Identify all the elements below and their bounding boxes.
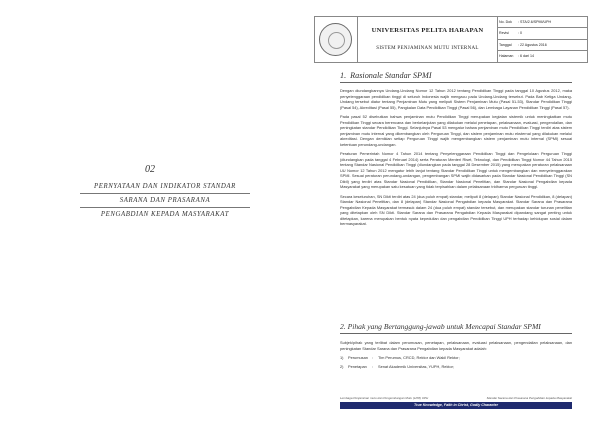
meta-key: No. Dok (499, 20, 512, 24)
meta-row (497, 51, 587, 62)
university-name: UNIVERSITAS PELITA HARAPAN (371, 27, 484, 34)
section-2-intro: Subjek/pihak yang terlibat dalam perumusan, penetapan, pelaksanaan, evaluasi pelaksanaan, pengendalian pelaksanaan, dan peningkatan Standar Sarana dan Prasarana Pengabdian kepada Masyarakat adalah: (340, 340, 572, 351)
section-1-number: 1. (340, 71, 347, 80)
section-1-body (340, 88, 572, 231)
meta-row (497, 17, 587, 28)
meta-row (497, 40, 587, 51)
system-name: SISTEM PENJAMINAN MUTU INTERNAL (376, 46, 479, 51)
meta-value: : 6 dari 14 (518, 53, 534, 58)
list-name: Perumusan (348, 355, 368, 360)
list-item (340, 364, 572, 370)
document-header (314, 16, 588, 63)
meta-value: : 22 Agustus 2016 (518, 42, 547, 47)
footer-captions (340, 396, 572, 400)
meta-value: : 0 (518, 31, 522, 36)
section-2-title: Pihak yang Bertanggung-jawab untuk Mencapai Standar SPMI (347, 322, 541, 331)
list-name: Penetapan (348, 364, 367, 369)
footer-left-text: Lembaga Penjaminan mutu dan Pengembangan Mutu (LPM) UPH (340, 396, 429, 400)
section-1-rule (340, 82, 572, 83)
list-item (340, 355, 572, 361)
list-number: 2) (340, 364, 344, 369)
meta-key: Halaman (499, 53, 514, 58)
section-2-number: 2. (340, 322, 346, 331)
meta-row (497, 28, 587, 39)
section-2-rule (340, 333, 572, 334)
section-1-title: Rasionale Standar SPMI (350, 71, 432, 80)
section-2-heading (340, 322, 580, 331)
section-1-heading (340, 71, 570, 80)
list-description: Senat Akademik Universitas, YUPH, Rektor; (378, 364, 455, 369)
list-separator: : (372, 355, 374, 360)
university-logo-icon (319, 23, 352, 56)
paragraph: Dengan diundangkannya Undang-Undang Nomor 12 Tahun 2012 tentang Pendidikan Tinggi pada tanggal 10 Agustus 2012, maka penyelenggaraan pendidikan tinggi di seluruh Indonesia wajib mengacu pada Undang-Undang tersebut. Pada Bab Ketiga Undang-Undang tersebut diatur tentang Penjaminan Mutu yang meliputi Sistem Penjaminan Mutu (Pasal 51-53), Standar Pendidikan Tinggi (Pasal 54), Akreditasi (Pasal 55), Pangkalan Data Pendidikan Tinggi (Pasal 56), dan Lembaga Layanan Pendidikan Tinggi (Pasal 57). (340, 88, 572, 110)
paragraph: Pada pasal 52 disebutkan bahwa penjaminan mutu Pendidikan Tinggi merupakan kegiatan sistemik untuk meningkatkan mutu Pendidikan Tinggi secara berencana dan berkelanjutan yang dilakukan melalui penetapan, pelaksanaan, evaluasi, pengendalian, dan peningkatan standar Pendidikan Tinggi. Selanjutnya Pasal 53 mengatur bahwa penjaminan mutu Pendidikan Tinggi terdiri atas sistem penjaminan mutu internal yang dikembangkan oleh Perguruan Tinggi, dan sistem penjaminan mutu eksternal yang dilakukan melalui akreditasi. Dengan demikian setiap Perguruan Tinggi wajib mengembangkan sistem penjaminan mutu internal (SPMI) sesuai ketentuan perundang-undangan. (340, 114, 572, 147)
footer-motto-bar: True Knowledge, Faith in Christ, Godly Character (340, 402, 572, 409)
chapter-title-line-2: SARANA DAN PRASARANA (80, 194, 250, 208)
paragraph: Peraturan Pemerintah Nomor 4 Tahun 2014 tentang Penyelenggaraan Pendidikan Tinggi dan Pengelolaan Perguruan Tinggi (diundangkan pada tanggal 4 Februari 2014) serta Peraturan Menteri Riset, Teknologi, dan Pendidikan Tinggi Nomor 44 Tahun 2015 tentang Standar Nasional Pendidikan Tinggi (diundangkan pada tanggal 28 Desember 2015) yang merupakan peraturan pelaksanaan UU Nomor 12 Tahun 2012 mengatur lebih lanjut tentang Standar Pendidikan Tinggi untuk mengembangkan dan menyelenggarakan SPMI. Sesuai peraturan perundang-undangan, pengembangan SPMI wajib didasarkan pada Standar Nasional Pendidikan Tinggi (SN Dikti) yang terdiri atas Standar Nasional Pendidikan, Standar Nasional Penelitian, dan Standar Nasional Pengabdian kepada Masyarakat yang merupakan satu kesatuan yang tidak terpisahkan dalam pelaksanaan tridharma perguruan tinggi. (340, 151, 572, 189)
page-footer (340, 396, 572, 409)
chapter-title (80, 180, 250, 221)
list-number: 1) (340, 355, 344, 360)
chapter-number: 02 (145, 164, 155, 175)
meta-value: : STA/2.6/SPMI/UPH (518, 20, 552, 24)
list-description: Tim Perumus, CRCD, Rektor dan Wakil Rektor; (378, 355, 460, 360)
footer-right-text: Standar Sarana dan Prasarana Pengabdian kepada Masyarakat (486, 396, 572, 400)
list-separator: : (372, 364, 374, 369)
document-meta (497, 17, 587, 62)
meta-key: Tanggal (499, 42, 512, 47)
paragraph: Secara keseluruhan, SN Dikti terdiri atas 24 (dua puluh empat) standar, meliputi 8 (delapan) Standar Nasional Pendidikan, 8 (delapan) Standar Nasional Penelitian, dan 8 (delapan) Standar Nasional Pengabdian kepada Masyarakat. Standar Sarana dan Prasarana Pengabdian Kepada Masyarakat termasuk dalam 24 (dua puluh empat) standar tersebut, dan merupakan standar turunan penelitian yang ditetapkan oleh SN Dikti. Standar Sarana dan Prasarana Pengabdian Kepada Masyarakat dipandang sangat penting untuk ditetapkan, karena merupakan bentuk nyata kepedulian dan pengabdian Pendidikan Tinggi UPH terhadap kehidupan sosial dalam bermasyarakat. (340, 193, 572, 226)
content-page (300, 0, 600, 424)
chapter-title-line-3: PENGABDIAN KEPADA MASYARAKAT (100, 211, 230, 218)
meta-key: Revisi (499, 31, 509, 36)
section-2-body (340, 340, 572, 373)
header-title-cell (357, 17, 498, 62)
chapter-title-line-1: PERNYATAAN DAN INDIKATOR STANDAR (80, 180, 250, 194)
